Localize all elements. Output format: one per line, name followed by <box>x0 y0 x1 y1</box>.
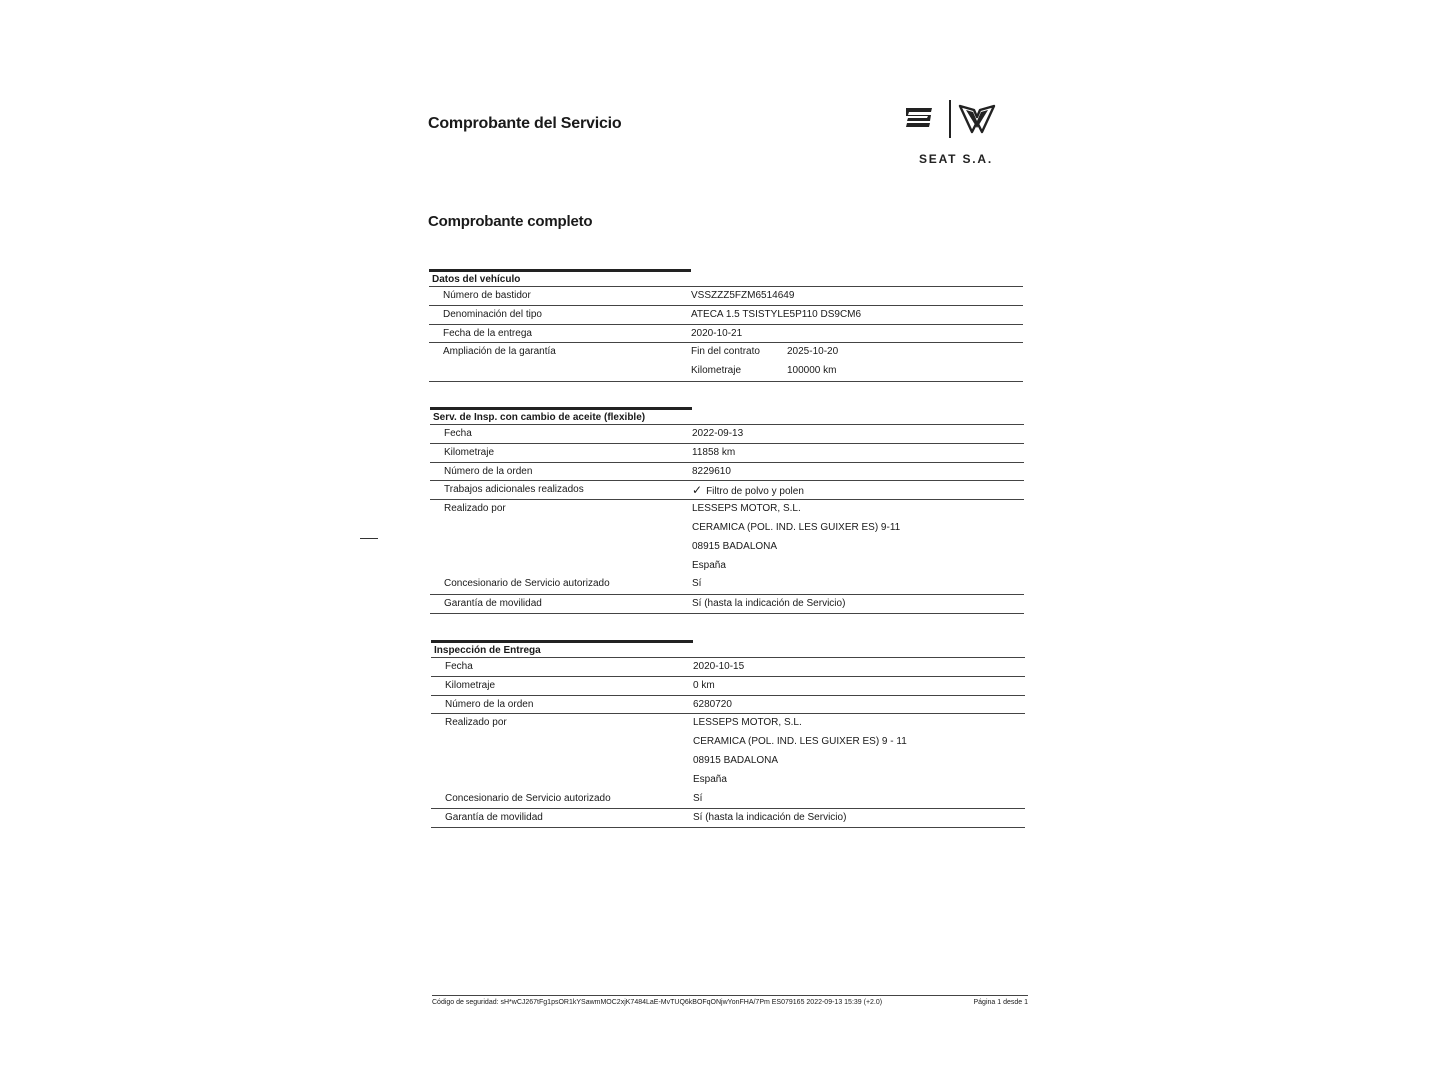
address-line: CERAMICA (POL. IND. LES GUIXER ES) 9 - 11 <box>693 736 907 748</box>
cupra-logo-icon <box>958 104 996 134</box>
row-value: Sí (hasta la indicación de Servicio) <box>693 812 847 824</box>
row-value <box>692 481 1024 499</box>
document-title: Comprobante del Servicio <box>428 115 622 132</box>
row-label: Concesionario de Servicio autorizado <box>445 792 611 804</box>
row-label: Kilometraje <box>444 446 495 458</box>
pair-label: Kilometraje <box>691 365 742 377</box>
row-value: 11858 km <box>692 446 736 458</box>
row-value: 2020-10-15 <box>693 661 745 672</box>
table-row <box>429 286 1023 305</box>
section-heading: Serv. de Insp. con cambio de aceite (flexible) <box>430 407 692 424</box>
row-label: Denominación del tipo <box>443 308 542 320</box>
section-heading: Inspección de Entrega <box>431 640 693 657</box>
pair-label: Fin del contrato <box>691 346 760 358</box>
checkmark-icon: ✓ <box>692 483 703 498</box>
row-value: 6280720 <box>693 698 732 710</box>
contract-km <box>691 362 1023 381</box>
brand-logos <box>900 98 1030 170</box>
row-value: Sí <box>692 578 702 590</box>
address-line: 08915 BADALONA <box>692 540 778 552</box>
table-row <box>431 676 1025 695</box>
address-line: LESSEPS MOTOR, S.L. <box>692 503 801 515</box>
address-line: CERAMICA (POL. IND. LES GUIXER ES) 9-11 <box>692 521 901 533</box>
company-name: SEAT S.A. <box>919 152 993 166</box>
margin-mark <box>360 538 378 539</box>
table-row <box>431 695 1025 714</box>
row-label: Número de bastidor <box>443 290 531 301</box>
section-end-rule <box>430 613 1024 614</box>
dealer-row <box>430 575 1024 594</box>
table-row <box>429 342 1023 381</box>
row-label: Kilometraje <box>445 679 496 691</box>
table-row <box>429 324 1023 343</box>
row-value: 2022-09-13 <box>692 428 744 439</box>
row-value: Sí (hasta la indicación de Servicio) <box>692 598 846 610</box>
row-label: Fecha de la entrega <box>443 327 532 339</box>
table-row <box>430 424 1024 443</box>
row-value: Sí <box>693 792 703 804</box>
table-row <box>431 713 1025 808</box>
delivery-section <box>431 640 1025 828</box>
row-label: Garantía de movilidad <box>444 598 542 610</box>
document-subtitle: Comprobante completo <box>428 213 593 230</box>
table-row <box>430 594 1024 613</box>
logo-divider <box>949 100 951 138</box>
table-row <box>431 808 1025 827</box>
row-value: 0 km <box>693 679 715 691</box>
table-row <box>430 443 1024 462</box>
security-code: Código de seguridad: sH*wCJ267tFg1psOR1kYSawmMOC2xjK7484LaE-MvTUQ6kBOFqONjwYonFHA/7Pm ES079165 2022-09-13 15:39 (+2.0) <box>432 999 883 1006</box>
section-heading: Datos del vehículo <box>429 269 691 286</box>
row-label: Realizado por <box>445 717 507 729</box>
footer <box>432 995 1028 1006</box>
row-label: Realizado por <box>444 503 506 515</box>
table-row <box>430 480 1024 499</box>
row-value: 2020-10-21 <box>691 327 743 339</box>
address-line: España <box>692 559 726 571</box>
table-row <box>429 305 1023 324</box>
warranty-values <box>691 343 1023 381</box>
service-section <box>430 407 1024 614</box>
row-label: Trabajos adicionales realizados <box>444 484 584 496</box>
row-label: Fecha <box>445 661 473 672</box>
table-row <box>430 499 1024 594</box>
section-end-rule <box>431 827 1025 828</box>
row-label: Garantía de movilidad <box>445 812 543 824</box>
row-value: 8229610 <box>692 465 731 477</box>
dealer-row <box>431 790 1025 809</box>
page-number: Página 1 desde 1 <box>973 999 1028 1006</box>
extra-work: Filtro de polvo y polen <box>706 486 804 498</box>
seat-logo-icon <box>904 106 934 132</box>
table-row <box>431 657 1025 676</box>
address-line: España <box>693 773 727 785</box>
row-label: Fecha <box>444 428 472 439</box>
address-line: LESSEPS MOTOR, S.L. <box>693 717 802 729</box>
row-label: Concesionario de Servicio autorizado <box>444 578 610 590</box>
row-label: Ampliación de la garantía <box>443 346 556 358</box>
pair-value: 100000 km <box>787 365 837 377</box>
row-value: ATECA 1.5 TSISTYLE5P110 DS9CM6 <box>691 308 862 320</box>
section-end-rule <box>429 381 1023 382</box>
row-value: VSSZZZ5FZM6514649 <box>691 290 795 301</box>
vehicle-data-section <box>429 269 1023 382</box>
pair-value: 2025-10-20 <box>787 346 839 358</box>
row-label: Número de la orden <box>445 698 534 710</box>
contract-end <box>691 343 1023 362</box>
row-label: Número de la orden <box>444 465 533 477</box>
address-line: 08915 BADALONA <box>693 754 779 766</box>
table-row <box>430 462 1024 481</box>
